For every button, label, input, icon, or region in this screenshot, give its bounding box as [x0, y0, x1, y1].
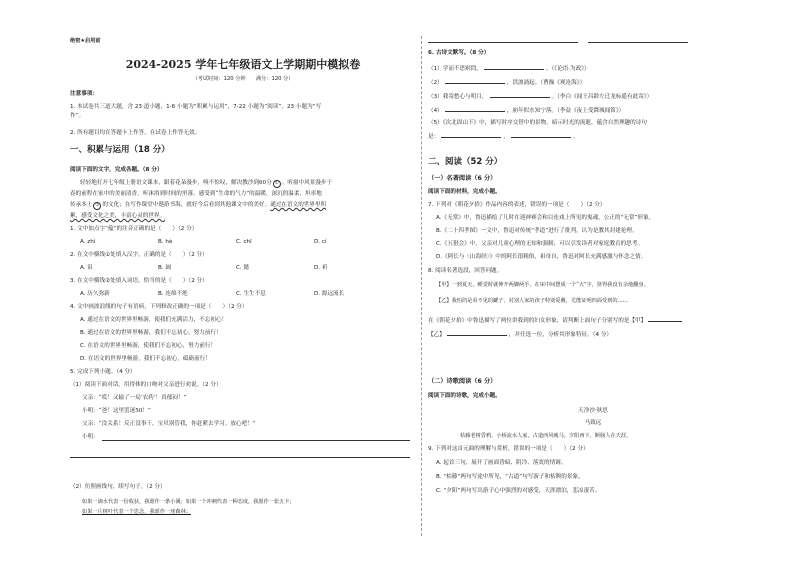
q9-option-c[interactable]: C. “夕阳”两句写出游子心中强烈的对感受，天涯漂泊，悲凉凄苦。: [436, 488, 601, 494]
q1-option-b[interactable]: B. hè: [158, 239, 173, 245]
q4-stem: 4. 文中画波浪线的句子有语病，下列修改正确的一项是（ ）（2 分）: [70, 304, 248, 310]
q2-option-b[interactable]: B. 阔: [158, 265, 171, 271]
q6-blank-3[interactable]: [490, 92, 550, 98]
right-column: [428, 0, 758, 562]
q8-stem: 8. 阅读名著选段，回答问题。: [428, 268, 503, 274]
secret-label: 绝密★启用前: [70, 38, 101, 44]
q4-option-a[interactable]: A. 通过在语文的世界里畅游，使我们充满活力，不忘初心！: [80, 317, 228, 323]
reading-intro: 阅读下面的文字，完成各题。（8 分）: [70, 167, 163, 173]
section-1-title: 一、积累与运用（18 分）: [70, 145, 170, 155]
q7-option-b[interactable]: B.《二十四孝图》一文中，鲁迅对传统“孝道”进行了批判，认为是教其封建伦理。: [436, 228, 638, 234]
q7-option-a[interactable]: A.《无常》中，鲁迅描绘了儿时在迎神赛会和目连戏上所见的鬼魂，公正的“无常”形象。: [436, 215, 655, 221]
q3-option-d[interactable]: D. 源远流长: [314, 291, 345, 297]
q2-option-c[interactable]: C. 懿: [236, 265, 250, 271]
dialogue-line-2: 小明：“爸！这里罢迷50！”: [82, 408, 151, 414]
left-column: [70, 0, 416, 562]
q6-line-4: （4） ，崩年似水知宁落。（李益《夜上受降城闻笛》）: [428, 108, 625, 114]
q8-excerpt-a: 【甲】一到夏天，睡觉时就伸开两脚两手，在床中间摆成一个“大”字，挤得我没有余地翻身。: [436, 282, 649, 288]
q1-option-c[interactable]: C. chī: [236, 239, 252, 245]
passage-line-3: 传承本土 ② 的文化；在写作课堂中遨游书海，就好今后看到其他课文中的美好。通过在语文的世界里积: [70, 202, 327, 208]
passage-line-4: 累，感受文化之美，丰富心灵的世界。: [70, 213, 166, 219]
q3-option-b[interactable]: B. 连绵不绝: [158, 291, 188, 297]
q9-option-a[interactable]: A. 起首三句，展开了画面昏暗、阴冷、落寞的情调。: [436, 460, 567, 466]
answer-line-1[interactable]: [102, 440, 410, 441]
notes-title: 注意事项：: [70, 91, 98, 97]
q6-blank-6[interactable]: [511, 132, 571, 138]
q7-stem: 7. 下列对《朝花夕拾》作品内容的表述，错误的一项是（ ）（2 分）: [428, 202, 606, 208]
part-2-title: （二）诗歌阅读（6 分）: [428, 378, 497, 385]
page-title: 2024-2025 学年七年级语文上学期期中模拟卷: [125, 58, 361, 71]
blank-marker-2: ②: [95, 203, 100, 208]
q4-option-c[interactable]: C. 在语文的世界里畅游，使我们不忘初心，努力前行！: [80, 343, 217, 349]
column-divider: [421, 36, 422, 536]
q8-blank-2[interactable]: [447, 330, 507, 336]
blank-marker-1: ①: [274, 181, 279, 186]
note-1: 1. 本试卷共三道大题，含 23 道小题，1-6 小题为“积累与运用”，7-22 小题为“阅读”，23 小题为“写: [70, 104, 322, 110]
top-answer-line-a[interactable]: [428, 42, 578, 43]
q6-blank-2[interactable]: [445, 78, 505, 84]
q6-line-3: （3）我寄愁心与明月， 。（李白《闻王昌龄左迁龙标遥有此寄》）: [428, 94, 653, 100]
q5-stem: 5. 完成下列小题。（4 分）: [70, 369, 136, 375]
poem-title: 天净沙·秋思: [578, 408, 608, 414]
q6-blank-5[interactable]: [441, 132, 501, 138]
dialogue-line-4: 小明：: [82, 434, 99, 440]
q2-option-d[interactable]: D. 祈: [314, 265, 328, 271]
part-1-title: （一）名著阅读（6 分）: [428, 175, 497, 182]
q7-option-d[interactable]: D.《阿长与〈山海经〉》中的阿长很粗俗，祖母自，鲁迅对阿长充满感激与怀念之情。: [436, 254, 647, 260]
q1-stem: 1. 文中加点字“蕴”的注音正确的是（ ）（2 分）: [70, 226, 198, 232]
passage-line-2: 春的前程在家中的美丽清香，听沐浴到时间的里落。感受到“生命的气力”的温暖，深沉的温柔，坦率地: [70, 191, 322, 197]
q8-question: 在《朝花夕拾》中鲁迅描写了两位讲我到的妇女形象，请判断上面句子分别写的是【甲】: [428, 316, 684, 325]
q5-sub2-text: 如果一滴水代表一份收获，我愿作一条小溪；如果一个冲刺代表一种态度，我愿作一张五卡；: [82, 499, 295, 505]
q6-blank-1[interactable]: [484, 64, 544, 70]
poem-text: 枯藤老树昏鸦，小桥流水人家，古道西风瘦马。夕阳西下，断肠人在天涯。: [460, 433, 632, 439]
q8-blank-1[interactable]: [648, 316, 682, 322]
poem-author: 马致远: [584, 420, 602, 426]
q2-option-a[interactable]: A. 诅: [80, 265, 93, 271]
q3-option-a[interactable]: A. 历久弥新: [80, 291, 110, 297]
q6-line-2: （2） ，洪波涌起。（曹操《观沧海》）: [428, 80, 586, 86]
passage-line-1: 轻轻地打开七年级上册语文课本，跟着花朵漫步，嗅不惊叹，解决教沙到60分 ① 。听窗中风景漫步于: [80, 180, 333, 186]
answer-line-2[interactable]: [70, 457, 410, 458]
q9-stem: 9. 下列对这首元曲的理解与赏析，错误的一项是（ ）（2 分）: [428, 446, 589, 452]
q5-sub2-text-b: 如果一片树叶代表一个思念，我愿作一座森林；: [82, 509, 191, 515]
q6-blank-4[interactable]: [445, 106, 505, 112]
part-2-intro: 阅读下面的诗歌，完成小题。: [428, 393, 501, 399]
q4-option-d[interactable]: D. 在语文的世界里畅游，我们不忘初心，砥砺前行！: [80, 356, 211, 362]
q1-option-d[interactable]: D. cí: [314, 239, 327, 245]
q4-option-b[interactable]: B. 通过在语文的世界里畅游，我们不忘初心，努力前行！: [80, 330, 222, 336]
q8-excerpt-b: 【乙】我怕的是看不见的罐子，对别人家的孩子特别爱戴，尤能证明四面受到的……: [436, 298, 628, 304]
part-1-intro: 阅读下面的材料，完成小题。: [428, 189, 501, 195]
q6-stem: 6. 古诗文默写。（8 分）: [428, 50, 490, 56]
q7-option-c[interactable]: C.《五猖会》中，父亲对儿童心理的无知和强制，可以引发读者对家庭教育的思考。: [436, 241, 644, 247]
q5-sub2: （2）仿照画线句，续写句子。（2 分）: [70, 484, 166, 490]
q6-line-5: （5）《次北固山下》中，描写时序交替中的景物，暗示时光的流逝，蕴含自然理趣的诗句: [428, 120, 647, 126]
q5-sub1: （1）阅读下面对话，用得体的口吻对父亲进行劝说。（2 分）: [70, 382, 222, 388]
q6-line-5-cont: 是： ， 。: [428, 134, 579, 140]
q1-option-a[interactable]: A. zhì: [80, 239, 96, 245]
dialogue-line-3: 父亲：“没关系！反正没事干，宝贝别管我，你赶紧去学习。放心吧！”: [82, 421, 256, 427]
q3-stem: 3. 在文中横线②处填入词语，恰当的是（ ）（2 分）: [70, 278, 208, 284]
section-2-title: 二、阅读（52 分）: [428, 157, 503, 167]
note-1-cont: 作”。: [70, 113, 85, 119]
q3-option-c[interactable]: C. 生生不息: [236, 291, 266, 297]
exam-info: （考试时间：120 分钟 满分：120 分）: [192, 76, 294, 82]
wavy-underlined-sentence: 通过在语文的世界里积: [270, 202, 327, 208]
q9-option-b[interactable]: B. “枯藤”两句写途中所见，“古道”句写游子和枯颓的景象。: [436, 474, 584, 480]
q6-line-1: （1）学而不思则罔， 。（《论语·为政》）: [428, 66, 590, 72]
note-2: 2. 所有题目均在答题卡上作答，在试卷上作答无效。: [70, 130, 201, 136]
top-answer-line-b[interactable]: [588, 42, 688, 43]
dialogue-line-1: 父亲：“哎！又输了一局‘农药’！真郁闷！”: [82, 395, 187, 401]
q2-stem: 2. 在文中横线①处填入汉字，正确的是（ ）（2 分）: [70, 252, 208, 258]
q8-question-cont: 【乙】 ，并任选一位，分析其形象特征。（4 分）: [428, 332, 613, 338]
